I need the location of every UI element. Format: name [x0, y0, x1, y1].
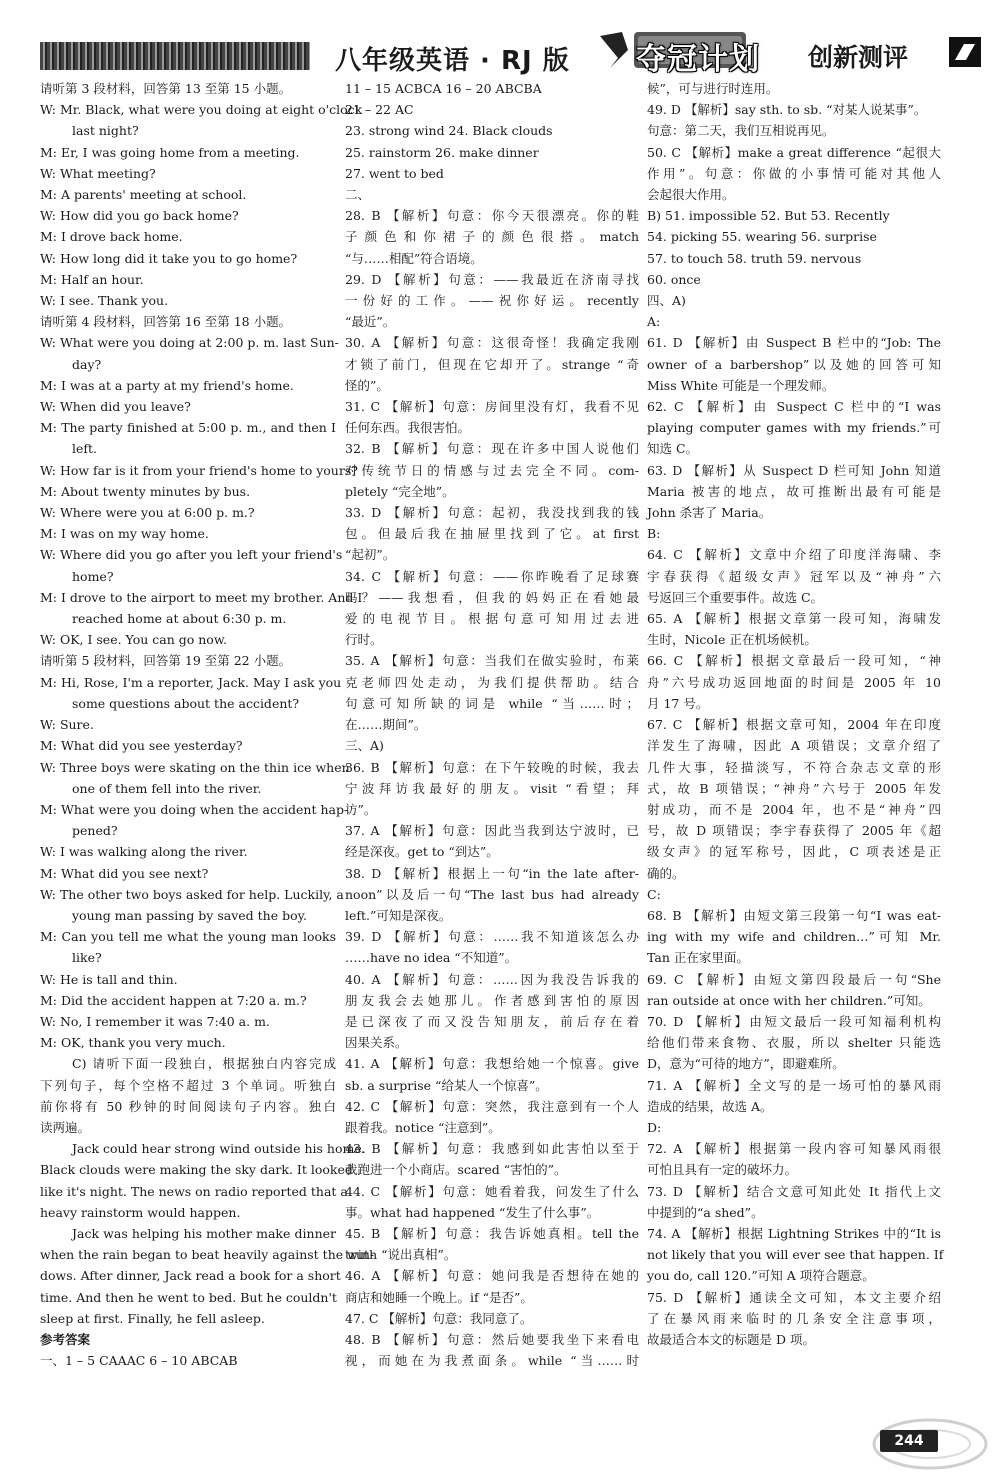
text-column-right [647, 78, 944, 1350]
text-line: 会起很大作用。 [647, 187, 735, 203]
text-line: B: [647, 526, 661, 542]
text-line: 候”，可与进行时连用。 [647, 81, 779, 96]
text-line: 月 17 号。 [647, 695, 709, 711]
text-line: 请听第 5 段材料，回答第 19 至第 22 小题。 [40, 653, 292, 669]
text-column-middle [345, 78, 639, 1371]
text-line: M: I was at a party at my friend's home. [40, 377, 294, 393]
text-line: 35. A 【解析】句意：当我们在做实验时，布莱 [345, 653, 639, 669]
text-line: 48. B 【解析】句意：然后她要我坐下来看电 [345, 1331, 639, 1347]
text-line: M: Hi, Rose, I'm a reporter, Jack. May I ask you [40, 674, 342, 690]
text-line: M: What did you see next? [40, 865, 209, 881]
text-line: M: The party finished at 5:00 p. m., and then I [40, 420, 336, 436]
text-line: 69. C 【解析】由短文第四段最后一句“She [647, 971, 941, 987]
text-line: ing with my wife and children…”可知 Mr. [647, 929, 941, 945]
text-line: 包。但最后我在抽屉里找到了它。at first [345, 526, 639, 542]
text-line: 37. A 【解析】句意：因此当我到达宁波时，已 [345, 823, 639, 839]
text-line: 34. C 【解析】句意：——你昨晚看了足球赛 [345, 568, 639, 584]
text-line: 三、A) [345, 738, 384, 754]
text-line: M: I drove back home. [40, 229, 183, 245]
text-line: 64. C 【解析】文章中介绍了印度洋海啸、李 [647, 547, 941, 563]
text-line: 射成功，而不是 2004 年，也不是“神舟”四 [647, 801, 941, 817]
text-line: sb. a surprise “给某人一个惊喜”。 [345, 1077, 548, 1093]
text-line: sleep at first. Finally, he fell asleep. [40, 1310, 265, 1326]
text-line: day? [72, 356, 102, 372]
text-line: 子颜色和你裙子的颜色很搭。match [345, 229, 639, 245]
text-line: W: Mr. Black, what were you doing at eight o'clock [40, 102, 363, 118]
text-line: 28. B 【解析】句意：你今天很漂亮。你的鞋 [345, 208, 639, 224]
text-line: 68. B 【解析】由短文第三段第一句“I was eat- [647, 907, 941, 923]
text-line: 可怕且具有一定的破坏力。 [647, 1162, 798, 1178]
text-line: 46. A 【解析】句意：她问我是否想待在她的 [345, 1268, 639, 1284]
text-line: 给他们带来食物、衣服，所以 shelter 只能选 [647, 1035, 941, 1051]
text-line: 是已深夜了而又没告知朋友，前后存在着 [345, 1013, 639, 1029]
text-line: like it's night. The news on radio reported that a [40, 1183, 348, 1199]
text-line: W: I was walking along the river. [40, 844, 248, 860]
text-line: playing computer games with my friends.”可 [647, 420, 941, 436]
text-line: W: How long did it take you to go home? [40, 250, 298, 266]
text-line: W: No, I remember it was 7:40 a. m. [40, 1013, 270, 1029]
text-line: Black clouds were making the sky dark. It looked [40, 1162, 353, 1178]
text-line: pletely “完全地”。 [345, 483, 455, 499]
text-line: D: [647, 1119, 662, 1135]
text-line: 宇春获得《超级女声》冠军以及“神舟”六 [647, 568, 941, 584]
text-line: C) 请听下面一段独白，根据独白内容完成 [72, 1056, 336, 1072]
text-line: 23. strong wind 24. Black clouds [345, 123, 553, 139]
text-line: 二、 [345, 187, 371, 203]
text-line: “与……相配”符合语境。 [345, 250, 483, 266]
text-line: 句意：第二天，我们互相说再见。 [647, 123, 835, 139]
text-line: 29. D 【解析】句意：——我最近在济南寻找 [345, 271, 639, 287]
header-decorative-band [40, 42, 310, 70]
text-line: “最近”。 [345, 314, 396, 330]
text-line: W: Sure. [40, 717, 94, 733]
text-line: W: How far is it from your friend's home to yours? [40, 462, 358, 478]
text-line: M: I drove to the airport to meet my brother. And I [40, 589, 363, 605]
text-line: 在……期间”。 [345, 717, 427, 733]
text-line: 号返回三个重要事件。故选 C。 [647, 589, 824, 605]
text-line: W: When did you leave? [40, 399, 191, 415]
text-line: 事。what had happened “发生了什么事”。 [345, 1204, 600, 1220]
text-line: like? [72, 950, 102, 966]
text-line: 因果关系。 [345, 1035, 408, 1051]
text-line: 71. A 【解析】全文写的是一场可怕的暴风雨 [647, 1077, 941, 1093]
text-line: W: How did you go back home? [40, 208, 239, 224]
text-line: 32. B 【解析】句意：现在许多中国人说他们 [345, 441, 639, 457]
text-line: 故最适合本文的标题是 D 项。 [647, 1331, 815, 1347]
text-line: Jack could hear strong wind outside his home. [72, 1141, 366, 1157]
text-line: 62. C 【解析】由 Suspect C 栏中的“I was [647, 399, 941, 415]
text-line: 舟”六号成功返回地面的时间是 2005 年 10 [647, 674, 941, 690]
text-line: M: OK, thank you very much. [40, 1035, 226, 1051]
text-line: 63. D 【解析】从 Suspect D 栏可知 John 知道 [647, 462, 941, 478]
text-line: 四、A) [647, 293, 686, 309]
text-line: 11 – 15 ACBCA 16 – 20 ABCBA [345, 81, 542, 96]
text-line: 视，而她在为我煮面条。while “当……时 [345, 1353, 639, 1369]
text-line: 66. C 【解析】根据文章最后一段可知，“神 [647, 653, 941, 669]
text-line: Tan 正在家里面。 [647, 950, 749, 966]
text-line: home? [72, 568, 114, 584]
text-line: A: [647, 314, 661, 330]
text-line: 25. rainstorm 26. make dinner [345, 144, 539, 160]
text-line: 参考答案 [40, 1331, 91, 1347]
text-line: Miss White 可能是一个理发师。 [647, 377, 835, 393]
text-line: some questions about the accident? [72, 695, 300, 711]
text-line: M: Er, I was going home from a meeting. [40, 144, 300, 160]
text-line: 读两遍。 [40, 1119, 91, 1135]
text-line: 30. A 【解析】句意：这很奇怪！我确定我刚 [345, 335, 639, 351]
text-line: 才锁了前门，但现在它却开了。strange “奇 [345, 356, 639, 372]
text-line: 知选 C。 [647, 441, 699, 457]
text-line: M: Did the accident happen at 7:20 a. m.? [40, 992, 307, 1008]
text-line: 一份好的工作。——祝你好运。recently [345, 293, 639, 309]
text-line: left. [72, 441, 98, 457]
text-line: left.”可知是深夜。 [345, 907, 452, 923]
text-line: 吗？——我想看，但我的妈妈正在看她最 [345, 589, 639, 605]
text-line: 74. A 【解析】根据 Lightning Strikes 中的“It is [647, 1225, 941, 1241]
text-line: 44. C 【解析】句意：她看着我，问发生了什么 [345, 1183, 639, 1199]
text-line: W: Where did you go after you left your friend's [40, 547, 343, 563]
text-line: 级女声》的冠军称号，因此，C 项表述是正 [647, 844, 941, 860]
text-line: 号，故 D 项错误；李宇春获得了 2005 年《超 [647, 823, 941, 839]
series-subtitle: 创新测评 [808, 43, 909, 72]
text-line: 50. C 【解析】make a great difference “起很大 [647, 144, 941, 160]
text-line: W: OK, I see. You can go now. [40, 632, 228, 648]
text-line: 41. A 【解析】句意：我想给她一个惊喜。give [345, 1056, 639, 1072]
text-line: 行时。 [345, 632, 383, 648]
text-line: 前你将有 50 秒钟的时间阅读句子内容。独白 [40, 1098, 336, 1114]
text-line: 我跑进一个小商店。scared “害怕的”。 [345, 1162, 567, 1178]
text-line: W: He is tall and thin. [40, 971, 178, 987]
text-line: 47. C 【解析】句意：我同意了。 [345, 1310, 533, 1326]
text-line: W: The other two boys asked for help. Luckily, a [40, 886, 344, 902]
text-line: 请听第 3 段材料，回答第 13 至第 15 小题。 [40, 81, 292, 96]
text-line: M: I was on my way home. [40, 526, 209, 542]
text-line: 27. went to bed [345, 165, 444, 181]
brand-name: 夺冠计划 [636, 42, 760, 77]
text-line: dows. After dinner, Jack read a book for a short [40, 1268, 341, 1284]
text-line: M: About twenty minutes by bus. [40, 483, 251, 499]
text-line: 43. B 【解析】句意：我感到如此害怕以至于 [345, 1141, 639, 1157]
page-header [0, 0, 1000, 84]
text-line: 句意可知所缺的词是 while “当……时； [345, 695, 639, 711]
text-line: 经是深夜。get to “到达”。 [345, 844, 499, 860]
text-line: ……have no idea “不知道”。 [345, 950, 518, 966]
text-line: “起初”。 [345, 547, 396, 563]
text-line: young man passing by saved the boy. [72, 907, 307, 923]
text-line: 几件大事，轻描淡写，不符合杂志文章的形 [647, 759, 941, 775]
text-line: 中提到的“a shed”。 [647, 1204, 764, 1220]
text-line: M: A parents' meeting at school. [40, 187, 247, 203]
text-line: noon”以及后一句“The last bus had already [345, 886, 639, 902]
text-line: ran outside at once with her children.”可知。 [647, 992, 931, 1008]
text-line: 生时，Nicole 正在机场候机。 [647, 632, 817, 648]
text-line: 67. C 【解析】根据文章可知，2004 年在印度 [647, 717, 941, 733]
text-line: 45. B 【解析】句意：我告诉她真相。tell the [345, 1225, 639, 1241]
text-line: 朋友我会去她那儿。作者感到害怕的原因 [345, 992, 639, 1008]
text-line: 访”。 [345, 801, 377, 817]
series-emblem-icon [948, 36, 982, 68]
text-line: last night? [72, 123, 139, 139]
text-line: truth “说出真相”。 [345, 1247, 457, 1263]
text-line: 33. D 【解析】句意：起初，我没找到我的钱 [345, 505, 639, 521]
text-line: 下列句子，每个空格不超过 3 个单词。听独白 [40, 1077, 336, 1093]
text-line: 40. A 【解析】句意：……因为我没告诉我的 [345, 971, 639, 987]
text-line: 任何东西。我很害怕。 [345, 420, 471, 436]
text-line: 65. A 【解析】根据文章第一段可知，海啸发 [647, 611, 941, 627]
text-line: owner of a barbershop”以及她的回答可知 [647, 356, 941, 372]
text-line: W: What meeting? [40, 165, 156, 181]
text-line: 61. D 【解析】由 Suspect B 栏中的“Job: The [647, 335, 941, 351]
text-line: 73. D 【解析】结合文意可知此处 It 指代上文 [647, 1183, 941, 1199]
text-line: 爱的电视节目。根据句意可知用过去进 [345, 611, 639, 627]
text-line: pened? [72, 823, 118, 839]
text-line: heavy rainstorm would happen. [40, 1204, 241, 1220]
text-line: 式，故 B 项错误；“神舟”六号于 2005 年发 [647, 780, 941, 796]
text-line: 洋发生了海啸，因此 A 项错误；文章介绍了 [647, 738, 941, 754]
text-line: 70. D 【解析】由短文最后一段可知福利机构 [647, 1013, 941, 1029]
text-line: C: [647, 886, 661, 902]
text-line: 42. C 【解析】句意：突然，我注意到有一个人 [345, 1098, 639, 1114]
text-line: time. And then he went to bed. But he couldn't [40, 1289, 337, 1305]
text-line: 21 – 22 AC [345, 102, 414, 118]
text-line: 60. once [647, 271, 701, 287]
text-line: 对传统节日的情感与过去完全不同。com- [345, 462, 639, 478]
text-line: M: What did you see yesterday? [40, 738, 243, 754]
text-line: 38. D 【解析】根据上一句“in the late after- [345, 865, 639, 881]
text-line: M: Half an hour. [40, 271, 144, 287]
text-line: 跟着我。notice “注意到”。 [345, 1119, 501, 1135]
text-line: 商店和她睡一个晚上。if “是否”。 [345, 1289, 533, 1305]
text-line: 确的。 [647, 865, 685, 881]
text-line: W: Where were you at 6:00 p. m.? [40, 505, 255, 521]
text-line: you do, call 120.”可知 A 项符合题意。 [647, 1268, 875, 1284]
text-line: 作用”。句意：你做的小事情可能对其他人 [647, 165, 941, 181]
text-line: 请听第 4 段材料，回答第 16 至第 18 小题。 [40, 314, 292, 330]
text-line: not likely that you will ever see that happen. If [647, 1247, 944, 1263]
text-line: 49. D 【解析】say sth. to sb. “对某人说某事”。 [647, 102, 927, 118]
text-line: W: Three boys were skating on the thin ice when [40, 759, 350, 775]
text-line: Maria 被害的地点，故可推断出最有可能是 [647, 483, 941, 499]
text-line: 31. C 【解析】句意：房间里没有灯，我看不见 [345, 399, 639, 415]
text-line: 造成的结果，故选 A。 [647, 1098, 773, 1114]
text-line: one of them fell into the river. [72, 780, 262, 796]
text-line: 怪的”。 [345, 377, 389, 393]
text-line: M: Can you tell me what the young man looks [40, 929, 336, 945]
text-line: D，意为“可待的地方”，即避难所。 [647, 1056, 845, 1072]
book-title: 八年级英语 · RJ 版 [335, 46, 570, 76]
text-line: 克老师四处走动，为我们提供帮助。结合 [345, 674, 639, 690]
text-line: reached home at about 6:30 p. m. [72, 611, 287, 627]
text-line: Jack was helping his mother make dinner [72, 1225, 336, 1241]
text-line: 宁波拜访我最好的朋友。visit “看望；拜 [345, 780, 639, 796]
text-line: 57. to touch 58. truth 59. nervous [647, 250, 862, 266]
text-line: 39. D 【解析】句意：……我不知道该怎么办 [345, 929, 639, 945]
text-line: 36. B 【解析】句意：在下午较晚的时候，我去 [345, 759, 639, 775]
text-line: 了在暴风雨来临时的几条安全注意事项， [647, 1310, 941, 1326]
text-line: B) 51. impossible 52. But 53. Recently [647, 208, 890, 224]
text-line: W: What were you doing at 2:00 p. m. last Sun- [40, 335, 339, 351]
text-line: M: What were you doing when the accident hap- [40, 801, 349, 817]
text-line: 72. A 【解析】根据第一段内容可知暴风雨很 [647, 1141, 941, 1157]
text-line: W: I see. Thank you. [40, 293, 169, 309]
text-line: 54. picking 55. wearing 56. surprise [647, 229, 877, 245]
text-line: 一、1 – 5 CAAAC 6 – 10 ABCAB [40, 1353, 238, 1369]
text-line: when the rain began to beat heavily against the win- [40, 1247, 375, 1263]
text-line: John 杀害了 Maria。 [647, 505, 772, 521]
text-line: 75. D 【解析】通读全文可知，本文主要介绍 [647, 1289, 941, 1305]
page-number: 244 [880, 1430, 938, 1452]
